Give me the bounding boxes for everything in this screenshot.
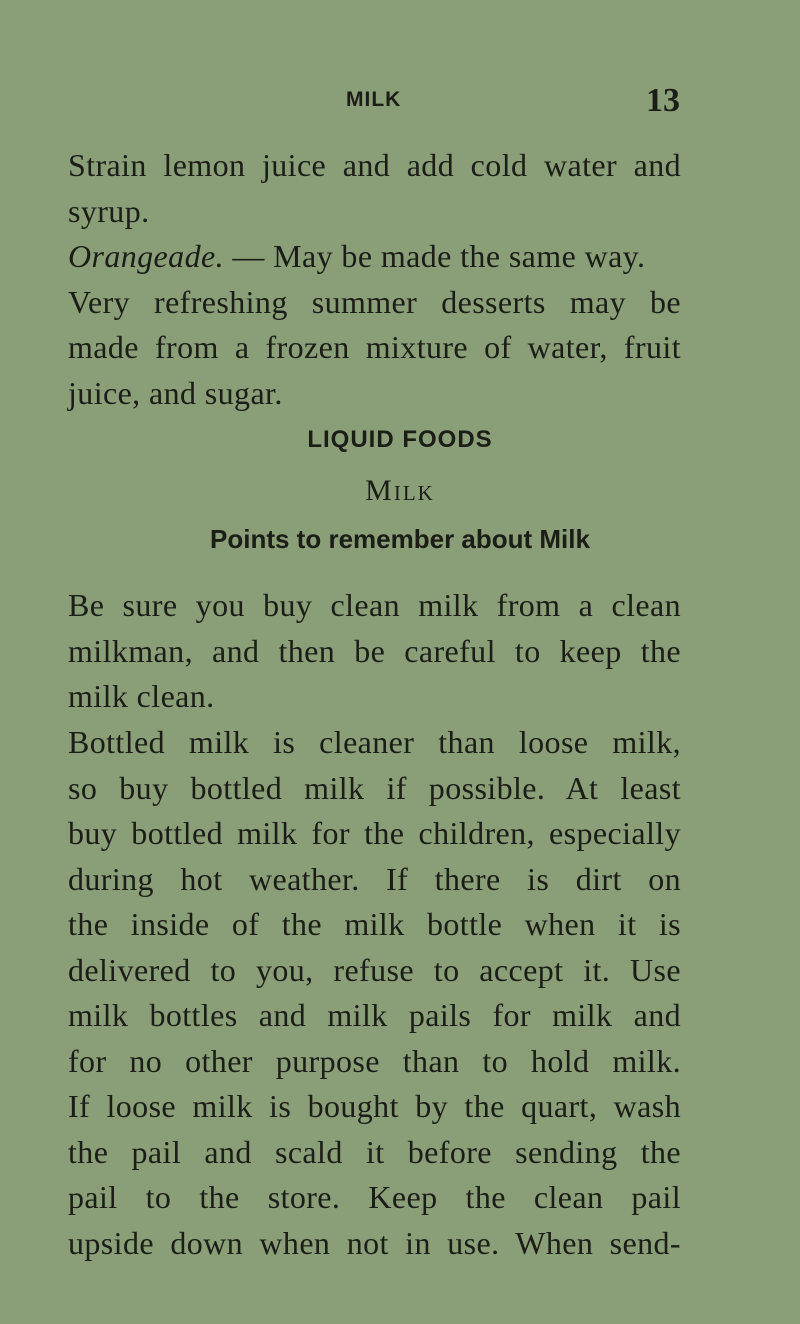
text-line: milk bottles and milk pails for milk and [68, 997, 681, 1033]
text-line: If loose milk is bought by the quart, wash [68, 1088, 681, 1124]
section-heading: LIQUID FOODS [307, 426, 493, 453]
orangeade-term: Orangeade. [68, 238, 224, 274]
text-line: Bottled milk is cleaner than loose milk, [68, 724, 681, 760]
orangeade-description: — May be made the same way. [223, 238, 646, 274]
text-line: Be sure you buy clean milk from a clean [68, 587, 681, 623]
text-line: syrup. [68, 192, 150, 229]
text-line: for no other purpose than to hold milk. [68, 1042, 681, 1079]
text-line: pail to the store. Keep the clean pail [68, 1179, 681, 1215]
text-line: upside down when not in use. When send- [68, 1224, 681, 1261]
orangeade-line [68, 234, 681, 280]
text-line: milk clean. [68, 678, 215, 714]
text-line: Strain lemon juice and add cold water and [68, 147, 681, 183]
milk-paragraph-1 [68, 583, 681, 720]
subsection-heading: Milk [365, 474, 435, 507]
text-line: made from a frozen mixture of water, fruit [68, 329, 681, 365]
points-heading: Points to remember about Milk [210, 524, 590, 554]
text-line: so buy bottled milk if possible. At least [68, 769, 681, 806]
running-title: MILK [346, 88, 402, 111]
text-line: delivered to you, refuse to accept it. Use [68, 951, 681, 988]
text-line: during hot weather. If there is dirt on [68, 860, 681, 897]
text-line: the pail and scald it before sending the [68, 1133, 681, 1170]
milk-paragraph-2 [68, 720, 681, 1266]
text-line: buy bottled milk for the children, especially [68, 815, 681, 851]
running-head [0, 82, 800, 122]
text-line: the inside of the milk bottle when it is [68, 906, 681, 942]
text-line: milkman, and then be careful to keep the [68, 632, 681, 669]
page-number: 13 [646, 82, 680, 119]
intro-text [68, 143, 681, 416]
text-line: Very refreshing summer desserts may be [68, 283, 681, 320]
text-line: juice, and sugar. [68, 374, 283, 411]
